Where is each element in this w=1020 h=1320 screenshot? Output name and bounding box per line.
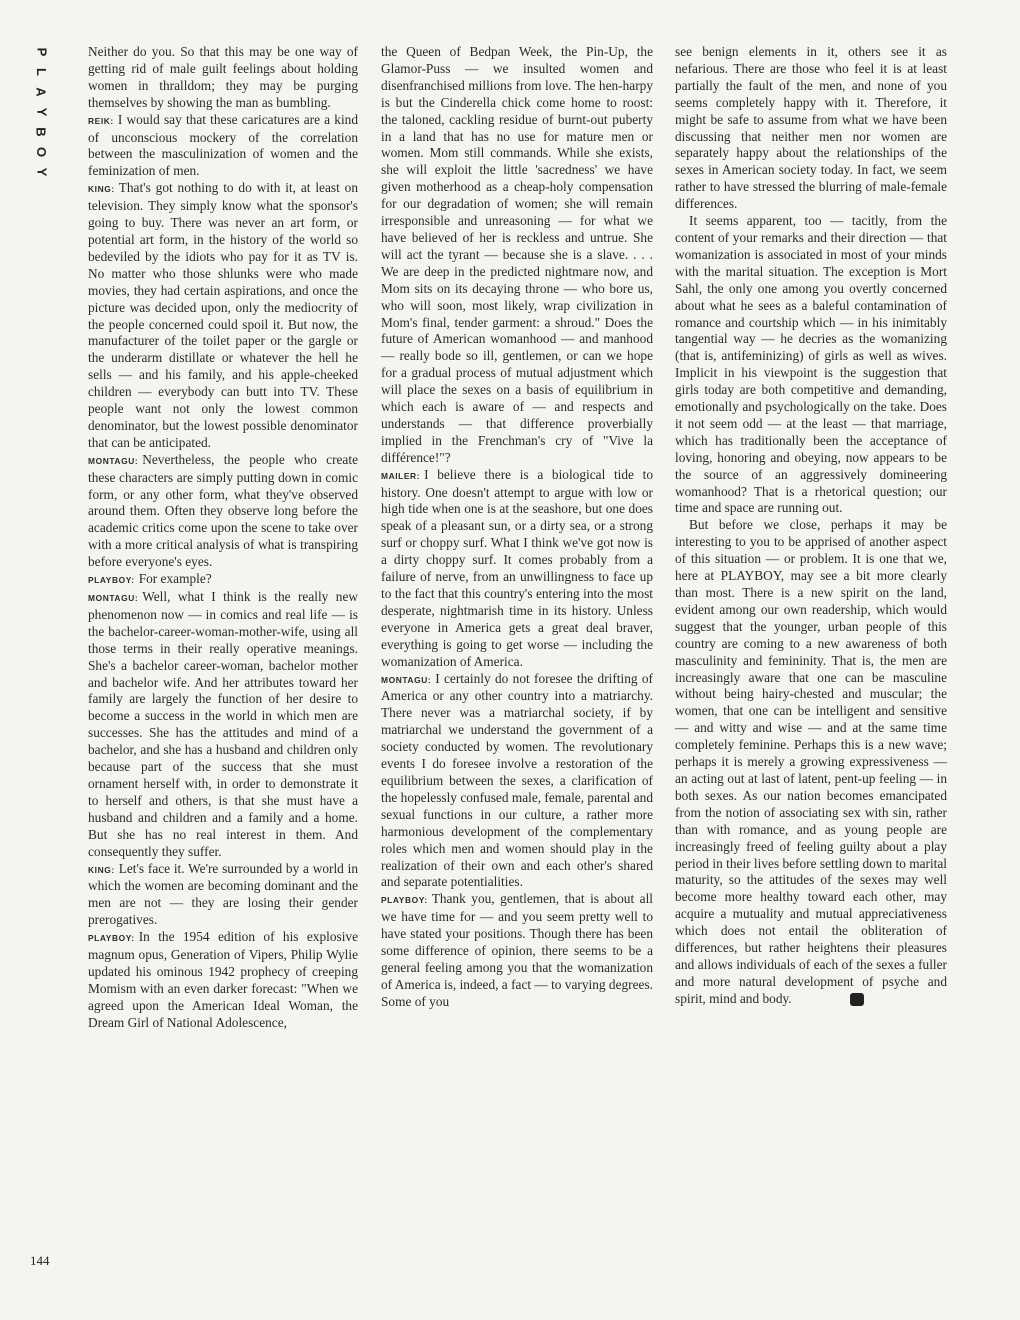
paragraph-text: I certainly do not foresee the drifting of America or any other country into a matriarchy. There never was a matriarchal society, if by matriarchal we understand the government of a society conducted by women. The revolutionary events I do foresee involve a restoration of the equilibrium between the sexes, a clarification of the hopelessly confused male, female, parental and sexual functions in our culture, a rather more harmonious development of the complementary roles which men and women should play in the realization of their own and each other's shared and separate potentialities. <box>381 670 653 890</box>
paragraph <box>88 929 358 1031</box>
paragraph <box>381 467 653 671</box>
side-title-letter: P <box>33 47 49 57</box>
paragraph-text: That's got nothing to do with it, at least on television. They simply know what the sponsor's going to buy. There was never an art form, or potential art form, in the history of the world so bedeviled by the idiots who pay for it as TV is. No matter who those shlunks were who made movies, they had certain aspirations, and once the picture was decided upon, only the mediocrity of the people concerned could spoil it. But now, the manufacturer of the toilet paper or the gargle or the underarm distillate or whatever the hell he sells — and his family, and his apple-cheeked children — everybody can butt into TV. These people want not only the lowest common denominator, but the lowest possible denominator that can be anticipated. <box>88 180 358 450</box>
paragraph-text: Thank you, gentlemen, that is about all we have time for — and you seem pretty well to have stated your positions. Though there has been some difference of opinion, there seems to be a general feeling among you that the womanization of America is, indeed, a fact — to varying degrees. Some of you <box>381 891 653 1009</box>
paragraph-text: In the 1954 edition of his explosive magnum opus, Generation of Vipers, Philip Wylie updated his ominous 1942 prophecy of creeping Momism with an even darker forecast: "When we agreed upon the American Ideal Woman, the Dream Girl of National Adolescence, <box>88 929 358 1030</box>
side-title-letter: L <box>33 68 49 76</box>
paragraph-text: But before we close, perhaps it may be interesting to you to be apprised of another aspect of this situation — or problem. It is one that we, here at PLAYBOY, may see a bit more clearly than most. There is a new spirit on the land, evident among our own readership, which would suggest that the younger, urban people of this country are coming to a new awareness of both masculinity and femininity. That is, the men are increasingly aware that one can be masculine without being hairy-chested and muscular; the women, that one can be intelligent and sensitive — and witty and wise — and at the same time completely feminine. Perhaps this is a new wave; perhaps it is merely a growing expressiveness — an acting out at last of latent, pent-up feeling — in both sexes. As our nation becomes emancipated from the notion of associating sex with sin, rather than with romance, and as young people are increasingly freed of feeling guilty about a play period in their lives before settling down to marital maturity, so the attitudes of the sexes may well become more healthy toward each other, may acquire a mutuality and mutual appreciativeness which does not entail the obliteration of differences, but rather heightens their pleasures and allows individuals of each of the sexes a fuller and more natural development of psyche and spirit, mind and body. <box>675 517 947 1006</box>
paragraph-text: Well, what I think is the really new phenomenon now — in comics and real life — is the bachelor-career-woman-mother-wife, using all those terms in their really operative meanings. She's a bachelor career-woman, bachelor mother and bachelor wife. And her attributes toward her family are largely the function of her desire to become a success in the world in which men are successes. She has the attitudes and mind of a bachelor, and she has a husband and children only because part of the success that she must ornament herself with, in order to demonstrate it to herself and others, is that she must have a husband and children and a family and a home. But she has no real interest in them. And consequently they suffer. <box>88 589 358 859</box>
paragraph-text: Let's face it. We're surrounded by a world in which the women are becoming dominant and the men are not — they are losing their gender prerogatives. <box>88 860 358 928</box>
speaker-label: REIK: <box>88 115 114 126</box>
text-column-2 <box>381 44 653 1011</box>
paragraph-text: the Queen of Bedpan Week, the Pin-Up, the Glamor-Puss — we insulted women and disenfranchised millions from love. The hen-harpy is but the Cinderella chick come home to roost: the taloned, cackling residue of burnt-out puberty in a land that has no use for mature men or women. Mom still commands. While she exists, she will exploit the little 'sacredness' we have given motherhood as a cheap-holy compensation for our degradation of women; she will remain irresponsible and unreasoning — for what we have believed of her is reckless and untrue. She will act the tyrant — because she is a slave. . . . We are deep in the predicted nightmare now, and Mom sits on its decaying throne — who bore us, who will soon, most likely, wrap civilization in Mom's final, tender garment: a shroud." Does the future of American womanhood — and manhood — really bode so ill, gentlemen, or can we hope for a gradual process of mutual adjustment which will place the sexes on a basis of equilibrium in which each is aware of — and respects and understands — that difference proverbially implied in the Frenchman's cry of "Vive la différence!"? <box>381 44 653 465</box>
page-number: 144 <box>30 1253 50 1268</box>
paragraph-text: Nevertheless, the people who create these characters are simply putting down in comic form, or any other form, what they've observed around them. Often they observe long before the academic critics come upon the scene to take over with a more critical analysis of what is transpiring before everyone's eyes. <box>88 451 358 570</box>
end-mark-icon: Y <box>850 993 864 1006</box>
paragraph <box>88 452 358 571</box>
paragraph <box>381 44 653 467</box>
speaker-label: MONTAGU: <box>381 674 432 685</box>
paragraph <box>88 861 358 930</box>
side-running-title <box>30 42 52 182</box>
paragraph-text: I believe there is a biological tide to history. One doesn't attempt to argue with low or high tide when one is at the seashore, but one does speak of a pleasant sun, or a dirty sea, or a strong surf or choppy surf. What I think we've got now is a dirty choppy surf. It comes probably from a failure of nerve, from an unwillingness to face up to the fact that this country's entering into the most desperate, nightmarish time in its history. Unless everyone in America gets a great deal braver, everything is going to get worse — including the womanization of America. <box>381 466 653 669</box>
speaker-label: KING: <box>88 184 115 195</box>
paragraph <box>381 671 653 892</box>
speaker-label: PLAYBOY: <box>88 575 135 586</box>
paragraph <box>88 571 358 589</box>
paragraph-text: Neither do you. So that this may be one way of getting rid of male guilt feelings about holding women in thralldom; they may be purging themselves by showing the man as bumbling. <box>88 44 358 110</box>
paragraph <box>675 213 947 517</box>
paragraph <box>88 44 358 112</box>
speaker-label: KING: <box>88 864 115 875</box>
paragraph-text: I would say that these caricatures are a kind of unconscious mockery of the correlation between the masculinization of women and the feminization of men. <box>88 111 358 179</box>
paragraph <box>675 517 947 1007</box>
speaker-label: MONTAGU: <box>88 455 139 466</box>
side-title-letter: B <box>33 127 49 137</box>
paragraph <box>675 44 947 213</box>
text-column-1 <box>88 44 358 1032</box>
paragraph <box>88 589 358 861</box>
side-title-letter: Y <box>33 167 49 177</box>
paragraph <box>381 891 653 1010</box>
side-title-letter: Y <box>33 107 49 117</box>
speaker-label: MAILER: <box>381 470 421 481</box>
speaker-label: PLAYBOY: <box>381 895 428 906</box>
text-column-3 <box>675 44 947 1008</box>
paragraph-text: It seems apparent, too — tacitly, from the content of your remarks and their direction — that womanization is associated in most of your minds with the marital situation. The exception is Mort Sahl, the only one among you overtly concerned about what he sees as a baleful contamination of romance and courtship which — in his inimitably tangential way — he decries as the womanizing (that is, antifeminizing) of girls as well as wives. Implicit in his viewpoint is the suggestion that girls today are both competitive and demanding, emotionally and psychologically on the take. Does it not seem odd — at the least — that marriage, which has traditionally been the acceptance of loving, honoring and obeying, now appears to be the source of an aggressively domineering womanhood? That is a rhetorical question; our time and space are running out. <box>675 213 947 516</box>
side-title-letter: O <box>34 146 49 158</box>
paragraph-text: For example? <box>138 571 212 587</box>
paragraph <box>88 112 358 181</box>
speaker-label: MONTAGU: <box>88 593 139 603</box>
speaker-label: PLAYBOY: <box>88 933 135 944</box>
side-title-letter: A <box>33 87 49 97</box>
paragraph-text: see benign elements in it, others see it as nefarious. There are those who feel it is at least partially the fault of the men, and none of you seems completely happy with it. Therefore, it might be safe to assume from what we have been discussing that neither men nor women are separately happy about the relationships of the sexes in American society today. In fact, we seem rather to have stressed the blurring of male-female differences. <box>675 44 947 212</box>
paragraph <box>88 180 358 452</box>
